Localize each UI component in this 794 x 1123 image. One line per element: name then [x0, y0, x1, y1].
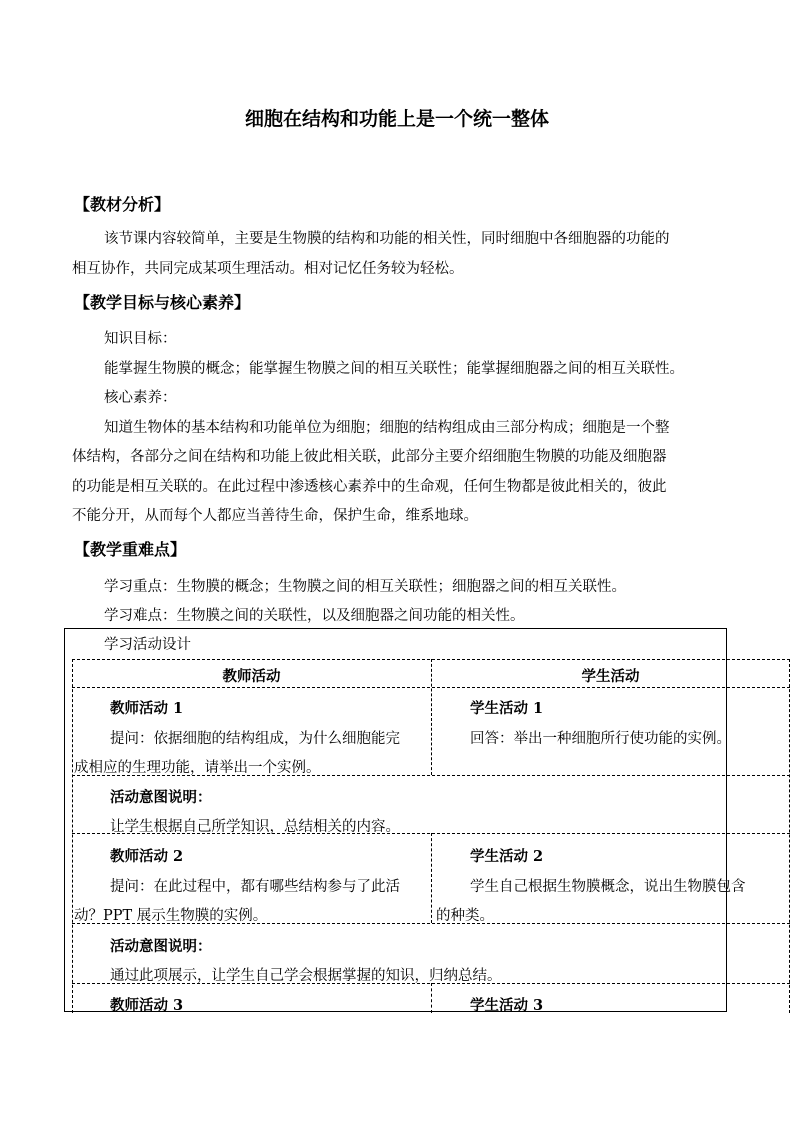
- core-literacy-line-3: 的功能是相互关联的。在此过程中渗透核心素养中的生命观，任何生物都是彼此相关的，彼此: [72, 479, 667, 495]
- core-literacy-line-1: 知道生物体的基本结构和功能单位为细胞；细胞的结构组成由三部分构成；细胞是一个整: [104, 420, 670, 436]
- table-rule: [72, 659, 73, 1013]
- analysis-line-1: 该节课内容较简单，主要是生物膜的结构和功能的相关性，同时细胞中各细胞器的功能的: [104, 231, 670, 247]
- teacher-activity-text: 动？PPT 展示生物膜的实例。: [74, 908, 268, 924]
- table-rule: [431, 833, 432, 923]
- activity-table: [72, 659, 790, 1013]
- section-heading-analysis: 【教材分析】: [74, 195, 171, 214]
- activity-intent-title: 活动意图说明：: [110, 938, 212, 955]
- section-heading-difficulty: 【教学重难点】: [74, 540, 187, 559]
- student-activity-text: 回答：举出一种细胞所行使功能的实例。: [470, 731, 731, 747]
- page-title: 细胞在结构和功能上是一个统一整体: [244, 108, 549, 130]
- teacher-activity-title: 教师活动 3: [110, 997, 184, 1014]
- core-literacy-line-4: 不能分开，从而每个人都应当善待生命，保护生命，维系地球。: [72, 508, 478, 524]
- teacher-activity-text: 提问：依据细胞的结构组成，为什么细胞能完: [110, 731, 400, 747]
- table-rule: [789, 659, 790, 1013]
- analysis-line-2: 相互协作，共同完成某项生理活动。相对记忆任务较为轻松。: [72, 261, 464, 277]
- table-header-student: 学生活动: [581, 668, 640, 685]
- student-activity-title: 学生活动 3: [470, 997, 544, 1014]
- core-literacy-label: 核心素养：: [104, 390, 177, 406]
- knowledge-goal-label: 知识目标：: [104, 331, 177, 347]
- core-literacy-line-2: 体结构，各部分之间在结构和功能上彼此相关联，此部分主要介绍细胞生物膜的功能及细胞器: [72, 449, 667, 465]
- teacher-activity-title: 教师活动 2: [110, 848, 184, 865]
- teacher-activity-text: 成相应的生理功能，请举出一个实例。: [74, 760, 321, 776]
- hard-point-text: 学习难点：生物膜之间的关联性，以及细胞器之间功能的相关性。: [104, 608, 525, 624]
- section-heading-goals: 【教学目标与核心素养】: [74, 293, 251, 312]
- student-activity-title: 学生活动 2: [470, 848, 544, 865]
- teacher-activity-text: 提问：在此过程中，都有哪些结构参与了此活: [110, 879, 400, 895]
- table-rule: [431, 983, 432, 1013]
- table-header-teacher: 教师活动: [222, 668, 281, 685]
- activity-intent-title: 活动意图说明：: [110, 789, 212, 806]
- student-activity-text: 学生自己根据生物膜概念，说出生物膜包含: [470, 879, 746, 895]
- student-activity-title: 学生活动 1: [470, 700, 544, 717]
- activity-intent-text: 让学生根据自己所学知识，总结相关的内容。: [110, 819, 400, 835]
- teacher-activity-title: 教师活动 1: [110, 700, 184, 717]
- activity-table-caption: 学习活动设计: [104, 637, 191, 653]
- knowledge-goal-text: 能掌握生物膜的概念；能掌握生物膜之间的相互关联性；能掌握细胞器之间的相互关联性。: [104, 361, 684, 377]
- activity-intent-text: 通过此项展示，让学生自己学会根据掌握的知识，归纳总结。: [110, 968, 502, 984]
- student-activity-text: 的种类。: [436, 908, 494, 924]
- key-point-text: 学习重点：生物膜的概念；生物膜之间的相互关联性；细胞器之间的相互关联性。: [104, 579, 626, 595]
